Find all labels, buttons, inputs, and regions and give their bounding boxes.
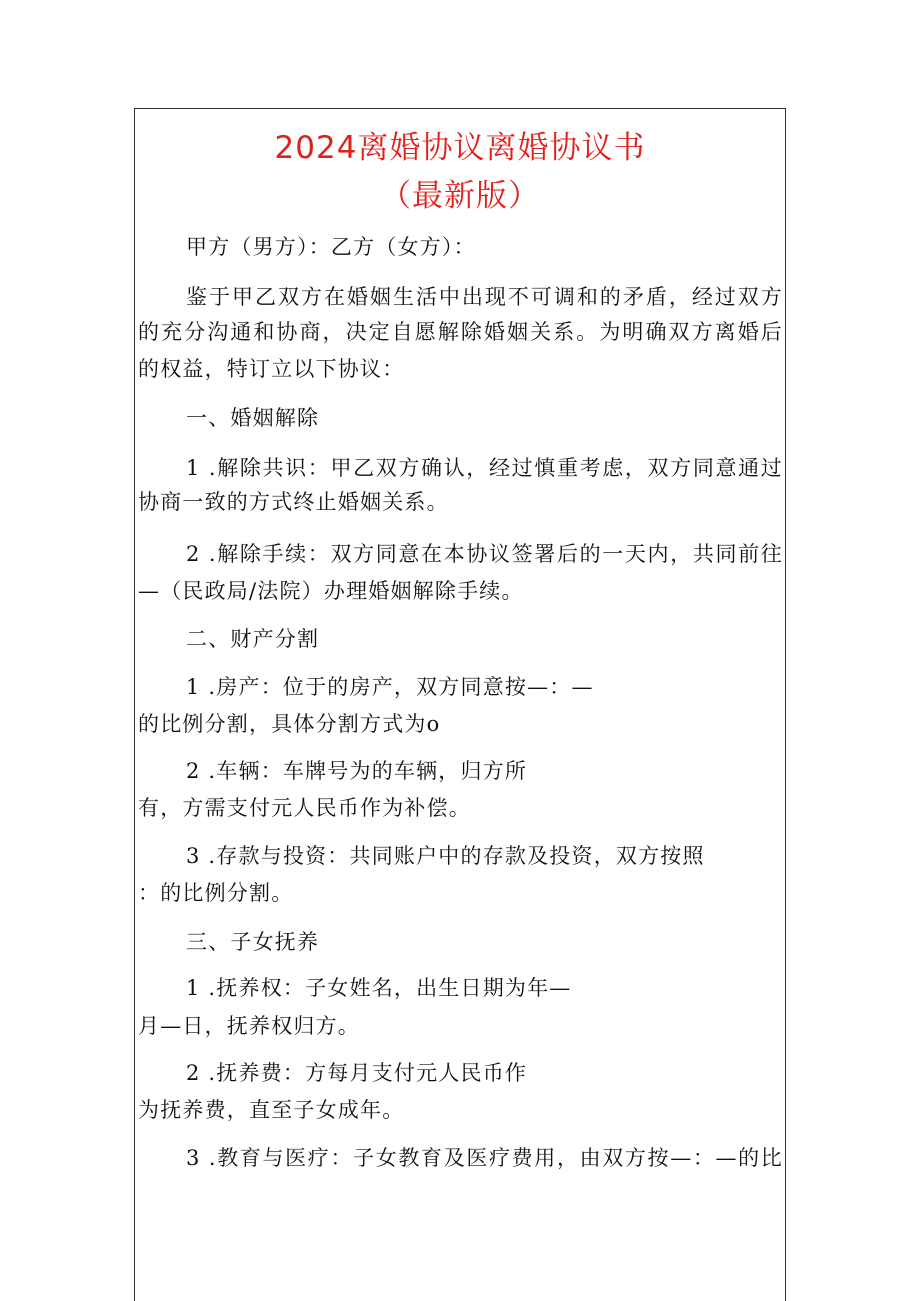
- clause-2-3-line-1: 3 .存款与投资：共同账户中的存款及投资，双方按照: [186, 844, 705, 868]
- clause-2-3-line-2: ：的比例分割。: [138, 881, 294, 905]
- intro-line-2: 的充分沟通和协商，决定自愿解除婚姻关系。为明确双方离婚后: [138, 320, 783, 344]
- clause-1-1-line-1: 1 .解除共识：甲乙双方确认，经过慎重考虑，双方同意通过: [186, 456, 783, 480]
- intro-line-3: 的权益，特订立以下协议：: [138, 357, 405, 381]
- clause-3-1-line-2: 月—日，抚养权归方。: [138, 1014, 360, 1038]
- clause-2-1-line-2: 的比例分割，具体分割方式为o: [138, 712, 441, 736]
- document-title: 2024离婚协议离婚协议书: [274, 130, 646, 166]
- clause-2-1-line-1: 1 .房产：位于的房产，双方同意按—：—: [186, 675, 594, 699]
- clause-1-2-line-1: 2 .解除手续：双方同意在本协议签署后的一天内，共同前往: [186, 542, 783, 566]
- clause-3-1-line-1: 1 .抚养权：子女姓名，出生日期为年—: [186, 976, 572, 1000]
- clause-1-1-line-2: 协商一致的方式终止婚姻关系。: [138, 490, 449, 514]
- clause-3-2-line-2: 为抚养费，直至子女成年。: [138, 1098, 405, 1122]
- document-subtitle: （最新版）: [380, 178, 540, 214]
- clause-3-3-line-1: 3 .教育与医疗：子女教育及医疗费用，由双方按—：—的比: [186, 1146, 783, 1170]
- clause-3-2-line-1: 2 .抚养费：方每月支付元人民币作: [186, 1061, 528, 1085]
- clause-2-2-line-1: 2 .车辆：车牌号为的车辆，归方所: [186, 759, 528, 783]
- section-heading-property: 二、财产分割: [186, 627, 320, 651]
- intro-line-1: 鉴于甲乙双方在婚姻生活中出现不可调和的矛盾，经过双方: [186, 285, 783, 309]
- parties-line: 甲方（男方）：乙方（女方）：: [186, 235, 476, 259]
- section-heading-children: 三、子女抚养: [186, 930, 320, 954]
- clause-2-2-line-2: 有，方需支付元人民币作为补偿。: [138, 796, 471, 820]
- section-heading-marriage: 一、婚姻解除: [186, 406, 320, 430]
- clause-1-2-line-2: —（民政局/法院）办理婚姻解除手续。: [138, 579, 524, 603]
